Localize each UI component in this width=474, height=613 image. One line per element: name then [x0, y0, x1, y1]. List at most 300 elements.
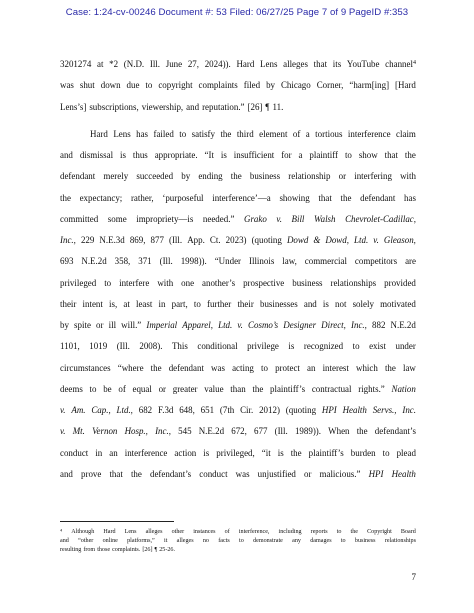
- word: by: [266, 80, 275, 91]
- word: or: [96, 320, 104, 330]
- word: facts: [218, 537, 230, 544]
- word: Illinois: [248, 256, 275, 267]
- word: and: [60, 537, 69, 544]
- word: ¶: [265, 101, 270, 112]
- word: (quoting: [251, 235, 282, 245]
- word: businesses: [259, 298, 298, 309]
- word: showing: [279, 192, 310, 203]
- word: 1019: [89, 341, 108, 352]
- word: Corner,: [316, 80, 344, 91]
- word: v.: [276, 213, 282, 224]
- word: law: [402, 362, 416, 373]
- word: (Ill.: [159, 256, 173, 267]
- word: an: [307, 362, 316, 373]
- word: and: [60, 150, 73, 160]
- word: 27,: [187, 59, 199, 69]
- word: has: [136, 128, 149, 139]
- word: interfere: [119, 277, 150, 288]
- word: defendant’s: [374, 426, 416, 437]
- word: or: [303, 468, 312, 479]
- word: to: [193, 298, 201, 309]
- word: recognized: [303, 341, 344, 352]
- word: the: [290, 447, 302, 458]
- page-number: 7: [411, 572, 416, 582]
- word: 682: [138, 405, 153, 415]
- word: and: [60, 468, 73, 479]
- word: to: [336, 529, 342, 535]
- word: platforms,”: [127, 537, 155, 544]
- word: (Ill.: [274, 426, 288, 437]
- word: complaints.: [112, 546, 141, 553]
- word: spite: [74, 320, 91, 330]
- word: needed.”: [202, 213, 235, 224]
- word: that: [109, 468, 123, 479]
- word: Inc.,: [60, 235, 76, 245]
- word: Although: [71, 529, 95, 535]
- word: another’s: [202, 277, 236, 288]
- word: “Under: [214, 256, 242, 267]
- word: rights.”: [358, 383, 385, 394]
- word: the: [252, 383, 264, 394]
- word: to: [239, 537, 244, 544]
- word: Ltd.: [354, 235, 369, 245]
- word: greater: [172, 383, 198, 394]
- word: Dowd: [286, 235, 309, 245]
- word: their: [237, 298, 254, 309]
- word: defendant: [168, 362, 204, 373]
- word: damages: [310, 537, 332, 544]
- word: complaints: [198, 80, 238, 91]
- word: (N.D.: [123, 59, 145, 69]
- word: v.: [60, 405, 66, 415]
- word: deems: [60, 383, 83, 394]
- word: App.: [187, 235, 205, 245]
- word: demonstrate: [253, 537, 283, 544]
- word: Walsh: [313, 213, 336, 224]
- word: to: [145, 80, 153, 91]
- word: v.: [60, 426, 66, 437]
- word: ending: [198, 171, 223, 182]
- word: be: [103, 383, 112, 394]
- body-line: [60, 400, 416, 421]
- body-line: [60, 315, 416, 336]
- word: 677: [254, 426, 268, 437]
- body-line: [60, 294, 416, 315]
- word: will.”: [121, 320, 142, 330]
- word: &: [313, 235, 321, 245]
- word: N.E.2d: [81, 256, 107, 267]
- word: committed: [60, 213, 99, 224]
- word: some: [107, 213, 127, 224]
- word: Board: [400, 529, 416, 535]
- word: provided: [384, 277, 416, 288]
- word: to: [104, 277, 112, 288]
- word: law,: [282, 256, 297, 267]
- word: Ct.: [209, 235, 221, 245]
- word: (quoting: [285, 405, 317, 415]
- word: HPI: [368, 468, 384, 479]
- word: it: [164, 537, 168, 544]
- body-line: [60, 358, 416, 379]
- word: further: [206, 298, 232, 309]
- footnote-line: [60, 528, 416, 537]
- word: 2008).: [139, 341, 163, 352]
- word: business: [354, 537, 376, 544]
- word: least: [135, 298, 153, 309]
- word: N.E.2d: [390, 320, 416, 330]
- word: relationship: [288, 171, 331, 182]
- word: (Ill.: [168, 235, 183, 245]
- word: is: [288, 341, 295, 352]
- word: acting: [232, 362, 254, 373]
- word: the: [60, 192, 71, 203]
- word: Ltd.,: [116, 405, 133, 415]
- word: appropriate.: [154, 150, 198, 160]
- word: tortious: [315, 128, 343, 139]
- word: failed: [153, 128, 174, 139]
- word: of: [224, 529, 230, 535]
- body-line: [60, 54, 416, 75]
- word: “where: [117, 362, 144, 373]
- word: Hard: [90, 128, 108, 139]
- word: one: [181, 277, 195, 288]
- word: unjustified: [257, 468, 296, 479]
- word: the: [404, 150, 416, 160]
- word: Lens: [124, 529, 137, 535]
- word: instances: [193, 529, 216, 535]
- word: interference: [347, 128, 391, 139]
- word: Mt.: [72, 426, 85, 437]
- word: at: [123, 298, 130, 309]
- word: relationships: [384, 537, 416, 544]
- word: to: [261, 362, 268, 373]
- word: Gleason,: [383, 235, 416, 245]
- word: that: [384, 150, 398, 160]
- word: privileged: [60, 277, 97, 288]
- word: Designer: [283, 320, 317, 330]
- word: interfering: [354, 171, 392, 182]
- word: alleges: [283, 59, 308, 69]
- word: element: [259, 128, 288, 139]
- word: alleges: [176, 537, 194, 544]
- word: plaintiff’s: [270, 383, 306, 394]
- word: 648,: [179, 405, 195, 415]
- word: merely: [103, 171, 129, 182]
- word: down: [100, 80, 121, 91]
- word: conditional: [197, 341, 238, 352]
- word: Chicago: [280, 80, 311, 91]
- word: v.: [237, 320, 243, 330]
- word: the: [350, 529, 358, 535]
- word: Dowd,: [325, 235, 349, 245]
- word: F.3d: [157, 405, 174, 415]
- word: reports: [310, 529, 328, 535]
- word: Lens: [260, 59, 278, 69]
- word: to: [382, 447, 390, 458]
- word: no: [202, 537, 209, 544]
- body-line: [60, 75, 416, 96]
- word: expectancy;: [79, 192, 123, 203]
- word: action: [174, 447, 197, 458]
- word: third: [236, 128, 254, 139]
- word: are: [405, 256, 416, 267]
- body-line: [60, 251, 416, 272]
- word: is: [322, 298, 329, 309]
- word: to: [179, 128, 187, 139]
- word: Inc.,: [155, 426, 171, 437]
- word: at: [96, 59, 104, 69]
- word: to: [340, 537, 346, 544]
- word: resulting: [60, 546, 82, 553]
- word: its: [332, 59, 342, 69]
- word: channel$^4$: [385, 59, 416, 69]
- word: or: [158, 383, 167, 394]
- word: by: [181, 171, 191, 182]
- word: [26]: [247, 101, 263, 112]
- word: the: [220, 128, 232, 139]
- word: Cir.: [240, 405, 254, 415]
- word: interference’—a: [212, 192, 271, 203]
- word: of: [292, 128, 301, 139]
- word: Hard: [103, 529, 116, 535]
- word: Direct,: [321, 320, 346, 330]
- word: not: [335, 298, 347, 309]
- word: Chevrolet-Cadillac,: [345, 213, 416, 224]
- word: HPI: [321, 405, 337, 415]
- word: thus: [132, 150, 148, 160]
- word: for: [281, 150, 292, 160]
- word: 1998)).: [180, 256, 207, 267]
- word: is,: [109, 298, 118, 309]
- word: subscriptions,: [89, 101, 139, 112]
- word: defendant: [360, 192, 396, 203]
- word: Vernon: [92, 426, 118, 437]
- word: Ltd.: [218, 320, 233, 330]
- body-line: [60, 379, 416, 400]
- word: contractual: [311, 383, 352, 394]
- body-line: [60, 421, 416, 442]
- word: commercial: [304, 256, 347, 267]
- word: privilege: [247, 341, 279, 352]
- word: (Ill.: [116, 341, 130, 352]
- word: Grako: [243, 213, 267, 224]
- word: Nation: [391, 383, 416, 394]
- word: prospective: [243, 277, 285, 288]
- word: was: [235, 468, 250, 479]
- word: including: [278, 529, 302, 535]
- word: Apparel,: [182, 320, 213, 330]
- word: malicious.”: [319, 468, 361, 479]
- word: [Hard: [395, 80, 416, 91]
- word: show: [358, 150, 378, 160]
- word: solely: [352, 298, 374, 309]
- word: 882: [372, 320, 386, 330]
- word: ¶: [154, 546, 158, 553]
- word: circumstances: [60, 362, 111, 373]
- case-header-stamp: Case: 1:24-cv-00246 Document #: 53 Filed: 06/27/25 Page 7 of 9 PageID #:353: [65, 7, 409, 18]
- word: an: [109, 447, 118, 458]
- word: to: [89, 383, 97, 394]
- word: filed: [243, 80, 261, 91]
- word: of: [118, 383, 126, 394]
- word: is: [203, 447, 210, 458]
- word: [26]: [142, 546, 153, 553]
- body-line: [60, 209, 416, 230]
- word: Bill: [291, 213, 305, 224]
- word: insufficient: [233, 150, 275, 160]
- word: interest: [322, 362, 349, 373]
- body-text: [60, 54, 416, 485]
- word: conduct: [199, 468, 228, 479]
- word: under: [395, 341, 416, 352]
- word: was: [211, 362, 225, 373]
- footnote: [60, 528, 416, 555]
- word: in: [158, 298, 166, 309]
- word: any: [292, 537, 301, 544]
- word: their: [60, 298, 77, 309]
- word: the: [130, 468, 142, 479]
- word: 25-26.: [159, 546, 175, 553]
- word: defendant: [60, 171, 96, 182]
- word: shut: [79, 80, 95, 91]
- word: 371: [138, 256, 152, 267]
- word: N.E.3d: [99, 235, 125, 245]
- word: N.E.2d: [198, 426, 225, 437]
- word: and: [303, 298, 317, 309]
- word: Inc.: [402, 405, 416, 415]
- word: Cosmo’s: [248, 320, 279, 330]
- word: 11.: [272, 101, 284, 112]
- word: plaintiff: [309, 150, 339, 160]
- word: Servs.,: [372, 405, 397, 415]
- word: burden: [350, 447, 376, 458]
- word: June: [165, 59, 183, 69]
- word: is: [120, 150, 126, 160]
- word: those: [97, 546, 111, 553]
- word: 229: [80, 235, 95, 245]
- body-line: [60, 230, 416, 251]
- word: a: [298, 150, 303, 160]
- word: business: [249, 171, 281, 182]
- word: 3201274: [60, 59, 92, 69]
- footnote-line: [60, 537, 416, 546]
- word: 2023): [225, 235, 247, 245]
- word: Health: [342, 405, 367, 415]
- body-line: [60, 443, 416, 464]
- word: “it: [261, 447, 271, 458]
- word: with: [157, 277, 174, 288]
- body-line: [60, 273, 416, 294]
- word: which: [355, 362, 378, 373]
- word: value: [204, 383, 224, 394]
- word: defendant’s: [149, 468, 192, 479]
- word: is: [220, 150, 227, 160]
- word: dismissal: [79, 150, 114, 160]
- word: plead: [396, 447, 416, 458]
- word: Hard: [236, 59, 255, 69]
- word: the: [384, 362, 396, 373]
- word: Health: [391, 468, 416, 479]
- word: 358,: [114, 256, 131, 267]
- word: This: [171, 341, 188, 352]
- word: is: [277, 447, 284, 458]
- word: Hosp.,: [124, 426, 148, 437]
- word: When: [328, 426, 350, 437]
- word: to: [344, 150, 352, 160]
- body-line: [60, 97, 416, 118]
- word: intent: [82, 298, 103, 309]
- word: “harm[ing]: [349, 80, 390, 91]
- word: with: [400, 171, 416, 182]
- word: from: [83, 546, 96, 553]
- word: ⁴: [60, 529, 63, 535]
- word: relationships: [330, 277, 377, 288]
- footnote-separator: [60, 521, 174, 522]
- word: 2012): [259, 405, 280, 415]
- word: Cap.,: [91, 405, 111, 415]
- word: v.: [373, 235, 379, 245]
- word: other: [171, 529, 185, 535]
- word: succeeded: [136, 171, 174, 182]
- word: interference: [124, 447, 168, 458]
- word: equal: [132, 383, 152, 394]
- word: Copyright: [367, 529, 392, 535]
- word: Lens’s]: [60, 101, 87, 112]
- word: that: [318, 192, 332, 203]
- word: Am.: [71, 405, 86, 415]
- word: by: [60, 320, 69, 330]
- word: ill: [108, 320, 117, 330]
- word: Ill.: [149, 59, 161, 69]
- word: plaintiff’s: [308, 447, 344, 458]
- word: the: [356, 426, 368, 437]
- word: to: [352, 341, 360, 352]
- word: YouTube: [346, 59, 380, 69]
- word: 869,: [129, 235, 146, 245]
- word: alleges: [145, 529, 163, 535]
- word: “It: [204, 150, 214, 160]
- word: 1101,: [60, 341, 80, 352]
- word: ‘purposeful: [162, 192, 204, 203]
- word: was: [60, 80, 74, 91]
- word: Lens: [113, 128, 131, 139]
- word: motivated: [380, 298, 416, 309]
- word: viewership,: [141, 101, 184, 112]
- word: impropriety—is: [136, 213, 194, 224]
- word: or: [338, 171, 347, 182]
- word: rather,: [130, 192, 154, 203]
- word: 2024)).: [204, 59, 231, 69]
- word: prove: [81, 468, 102, 479]
- word: satisfy: [191, 128, 216, 139]
- word: reputation.”: [202, 101, 245, 112]
- body-line: [60, 124, 416, 145]
- word: business: [292, 277, 323, 288]
- word: interference,: [238, 529, 270, 535]
- word: exist: [369, 341, 386, 352]
- word: in: [95, 447, 103, 458]
- word: competitors: [354, 256, 398, 267]
- word: the: [230, 171, 242, 182]
- body-line: [60, 166, 416, 187]
- word: than: [230, 383, 246, 394]
- footnote-line: [60, 546, 416, 555]
- word: online: [102, 537, 118, 544]
- word: privileged,: [216, 447, 255, 458]
- word: the: [340, 192, 352, 203]
- word: Imperial: [146, 320, 178, 330]
- word: *2: [109, 59, 119, 69]
